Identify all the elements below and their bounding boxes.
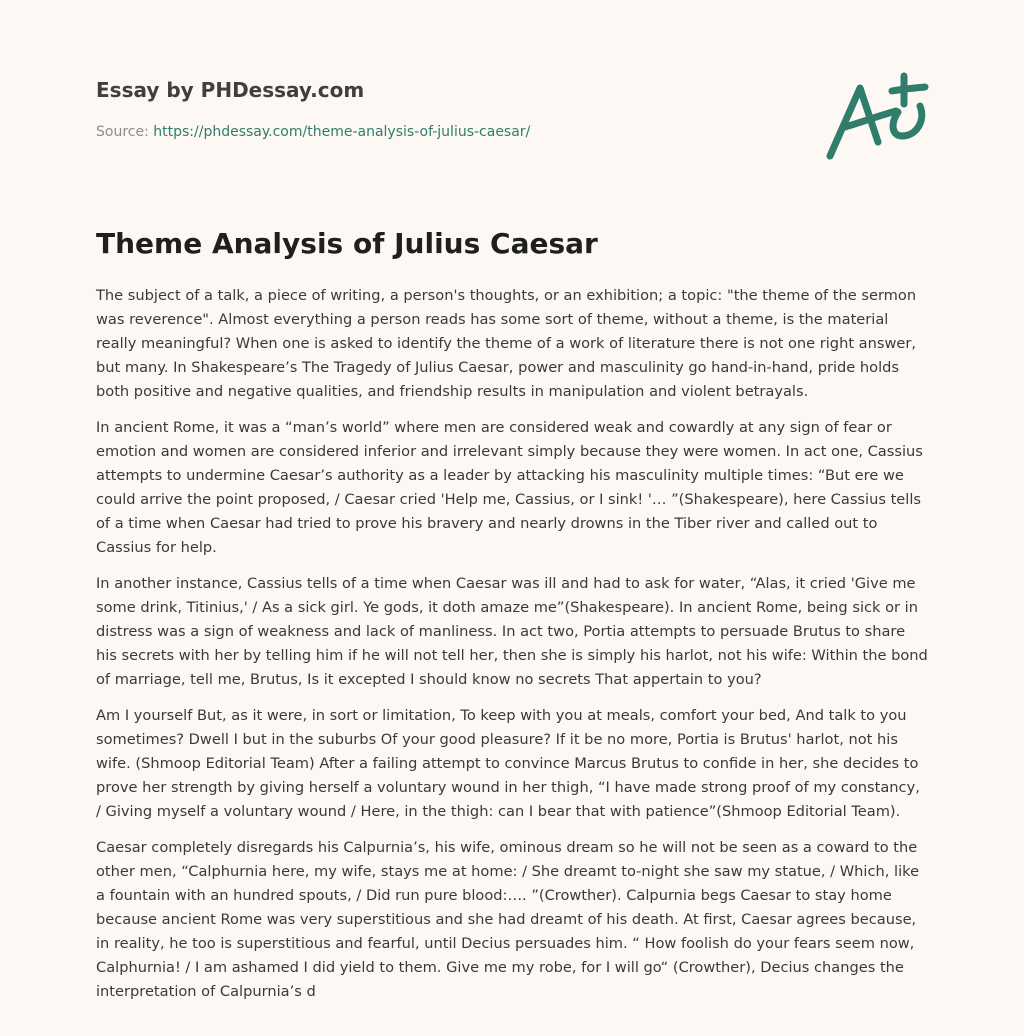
essay-paragraph-3: In another instance, Cassius tells of a time when Caesar was ill and had to ask for water, “Alas, it cried 'Give me some drink, Titinius,' / As a sick girl. Ye gods, it doth amaze me”(Shakespeare). In ancient Rome, being sick or in distress was a sign of weakness and lack of manliness. In act two, Portia attempts to persuade Brutus to share his secrets with her by telling him if he will not tell her, then she is simply his harlot, not his wife: Within the bond of marriage, tell me, Brutus, Is it excepted I should know no secrets That appertain to you?	[96, 575, 928, 688]
site-header	[96, 76, 776, 142]
essay-paragraph-2: In ancient Rome, it was a “man’s world” where men are considered weak and cowardly at any sign of fear or emotion and women are considered inferior and irrelevant simply because they were women. In act one, Cassius attempts to undermine Caesar’s authority as a leader by attacking his masculinity multiple times: “But ere we could arrive the point proposed, / Caesar cried 'Help me, Cassius, or I sink! '… ”(Shakespeare), here Cassius tells of a time when Caesar had tried to prove his bravery and nearly drowns in the Tiber river and called out to Cassius for help.	[96, 419, 923, 556]
page-bottom-edge	[0, 1020, 1024, 1036]
source-link[interactable]: https://phdessay.com/theme-analysis-of-julius-caesar/	[153, 124, 531, 140]
site-title: Essay by PHDessay.com	[96, 78, 365, 102]
a-plus-logo-icon	[820, 64, 932, 164]
essay-title: Theme Analysis of Julius Caesar	[96, 227, 598, 260]
essay-paragraph-1: The subject of a talk, a piece of writing, a person's thoughts, or an exhibition; a topic: "the theme of the sermon was reverence". Almost everything a person reads has some sort of theme, without a theme, is the material really meaningful? When one is asked to identify the theme of a work of literature there is not one right answer, but many. In Shakespeare’s The Tragedy of Julius Caesar, power and masculinity go hand-in-hand, pride holds both positive and negative qualities, and friendship results in manipulation and violent betrayals.	[96, 287, 917, 400]
essay-paragraph-4: Am I yourself But, as it were, in sort or limitation, To keep with you at meals, comfort your bed, And talk to you sometimes? Dwell I but in the suburbs Of your good pleasure? If it be no more, Portia is Brutus' harlot, not his wife. (Shmoop Editorial Team) After a failing attempt to convince Marcus Brutus to confide in her, she decides to prove her strength by giving herself a voluntary wound in her thigh, “I have made strong proof of my constancy, / Giving myself a voluntary wound / Here, in the thigh: can I bear that with patience”(Shmoop Editorial Team).	[96, 707, 920, 820]
source-line	[96, 122, 776, 142]
essay-body	[96, 284, 928, 1016]
source-label: Source:	[96, 124, 149, 140]
essay-paragraph-5: Caesar completely disregards his Calpurnia’s, his wife, ominous dream so he will not be seen as a coward to the other men, “Calphurnia here, my wife, stays me at home: / She dreamt to-night she saw my statue, / Which, like a fountain with an hundred spouts, / Did run pure blood:…. ”(Crowther). Calpurnia begs Caesar to stay home because ancient Rome was very superstitious and she had dreamt of his death. At first, Caesar agrees because, in reality, he too is superstitious and fearful, until Decius persuades him. “ How foolish do your fears seem now, Calphurnia! / I am ashamed I did yield to them. Give me my robe, for I will go“ (Crowther), Decius changes the interpretation of Calpurnia’s d	[96, 839, 920, 1000]
